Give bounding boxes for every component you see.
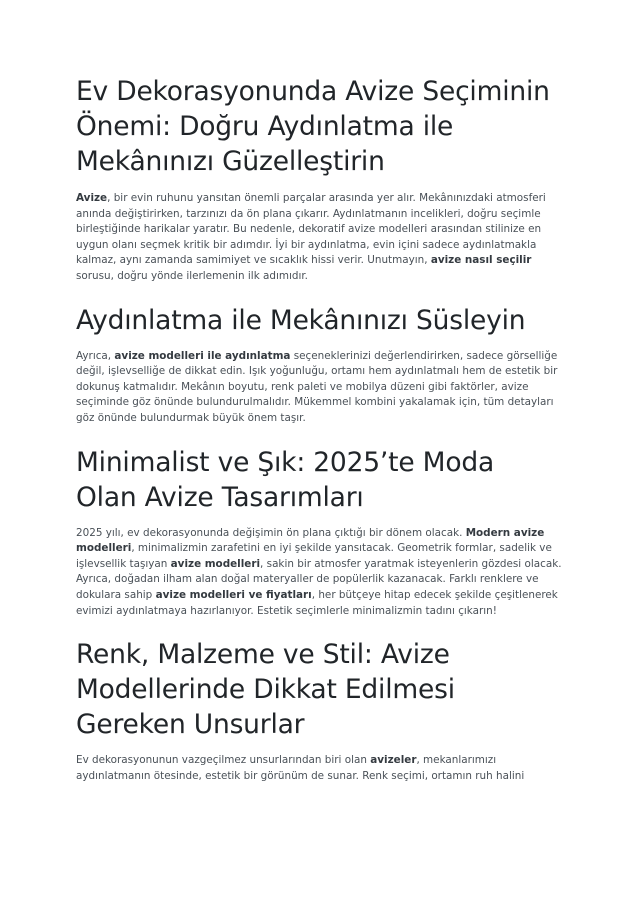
keyword-avize-nasil-secilir: avize nasıl seçilir (430, 254, 532, 267)
section-paragraph-minimalist: 2025 yılı, ev dekorasyonunda değişimin ön plana çıktığı bir dönem olacak. Modern avize modelleri, minimalizmin zarafetini en iyi şekilde yansıtacak. Geometrik formlar, sadelik ve işlevsellik taşıyan avize modelleri, sakin bir atmosfer yaratmak isteyenlerin gözdesi olacak. Ayrıca, doğadan ilham alan doğal materyaller de popülerlik kazanacak. Farklı renklere ve dokulara sahip avize modelleri ve fiyatları, her bütçeye hitap edecek şekilde çeşitlenerek evimizi aydınlatmaya hazırlanıyor. Estetik seçimlerle minimalizmin tadını çıkarın! (76, 526, 562, 617)
intro-paragraph: Avize, bir evin ruhunu yansıtan önemli parçalar arasında yer alır. Mekânınızdaki atmosferi anında değiştirirken, tarzınızı da ön plana çıkarır. Aydınlatmanın incelikleri, doğru seçimle birleştiğinde harikalar yaratır. Bu nedenle, dekoratif avize modelleri arasından stilinize en uygun olanı seçmek kritik bir adımdır. İyi bir aydınlatma, evin içini sadece aydınlatmakla kalmaz, aynı zamanda samimiyet ve sıcaklık hissi verir. Unutmayın, avize nasıl seçilir sorusu, doğru yönde ilerlemenin ilk adımıdır. (76, 192, 546, 282)
article-title: Ev Dekorasyonunda Avize Seçiminin Önemi: Doğru Aydınlatma ile Mekânınızı Güzelleştirin (76, 76, 550, 177)
section-heading-renk-malzeme-stil: Renk, Malzeme ve Stil: Avize Modellerinde Dikkat Edilmesi Gereken Unsurlar (76, 639, 455, 741)
keyword-modern-avize-modelleri: Modern avize modelleri (76, 526, 545, 555)
section-paragraph-renk-malzeme-stil: Ev dekorasyonunun vazgeçilmez unsurlarından biri olan avizeler, mekanlarımızı aydınlatmanın ötesinde, estetik bir görünüm de sunar. Renk seçimi, ortamın ruh halini (76, 754, 525, 782)
keyword-avize-modelleri-ile-aydinlatma: avize modelleri ile aydınlatma (114, 349, 291, 362)
article (76, 74, 562, 784)
keyword-avize-modelleri: avize modelleri (170, 557, 261, 570)
keyword-avize: Avize (76, 192, 108, 204)
section-paragraph-aydinlatma: Ayrıca, avize modelleri ile aydınlatma seçeneklerinizi değerlendirirken, sadece görselliğe değil, işlevselliğe de dikkat edin. Işık yoğunluğu, ortamı hem aydınlatmalı hem de estetik bir dokunuş katmalıdır. Mekânın boyutu, renk paleti ve mobilya düzeni gibi faktörler, avize seçiminde göz önünde bulundurulmalıdır. Mükemmel kombini yakalamak için, tüm detayları göz önünde bulundurmak büyük önem taşır. (76, 349, 558, 424)
keyword-avize-modelleri-ve-fiyatlari: avize modelleri ve fiyatları (155, 588, 312, 601)
keyword-avizeler: avizeler (370, 754, 417, 767)
section-heading-aydinlatma: Aydınlatma ile Mekânınızı Süsleyin (76, 304, 526, 336)
section-heading-minimalist: Minimalist ve Şık: 2025’te Moda Olan Avize Tasarımları (76, 446, 494, 513)
